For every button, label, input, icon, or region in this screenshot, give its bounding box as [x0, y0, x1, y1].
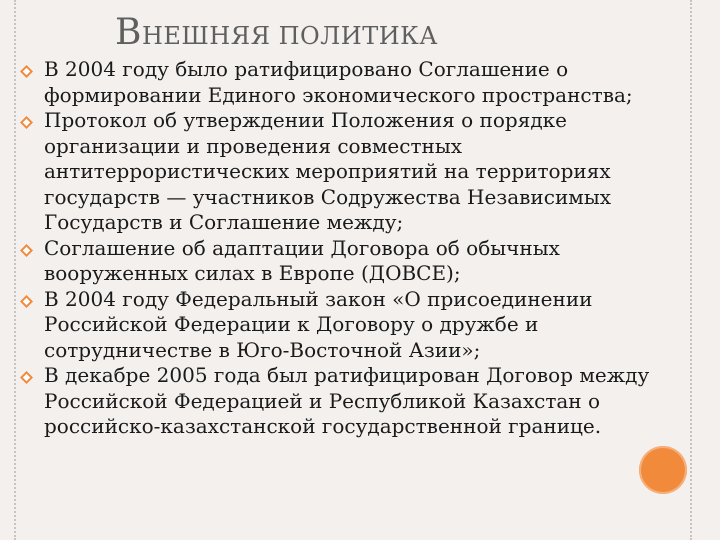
orange-diamond-icon — [20, 295, 33, 308]
list-item — [20, 287, 675, 364]
list-item — [20, 363, 675, 440]
orange-circle-decoration — [639, 446, 687, 494]
title-first-letter: В — [115, 12, 142, 53]
right-dotted-border — [690, 0, 692, 540]
list-item — [20, 57, 675, 108]
list-item-text: В декабре 2005 года был ратифицирован Договор между Российской Федерацией и Республикой Казахстан о российско-казахстанской государственной границе. — [44, 363, 650, 438]
list-item-text: В 2004 году было ратифицировано Соглашение о формировании Единого экономического пространства; — [44, 57, 633, 107]
left-dotted-border — [14, 0, 16, 540]
list-item-text: Протокол об утверждении Положения о порядке организации и проведения совместных антитеррористических мероприятий на территориях государств — участников Содружества Независимых Государств и Соглашение между; — [44, 108, 612, 234]
list-item-text: В 2004 году Федеральный закон «О присоединении Российской Федерации к Договору о дружбе и сотрудничестве в Юго-Восточной Азии»; — [44, 286, 593, 362]
list-item — [20, 236, 675, 287]
orange-diamond-icon — [20, 371, 33, 384]
orange-diamond-icon — [20, 65, 33, 78]
list-item-text: Соглашение об адаптации Договора об обычных вооруженных силах в Европе (ДОВСЕ); — [44, 235, 560, 285]
orange-diamond-icon — [20, 116, 33, 129]
slide-title — [115, 12, 438, 53]
orange-diamond-icon — [20, 244, 33, 257]
title-rest: НЕШНЯЯ ПОЛИТИКА — [141, 22, 438, 50]
list-item — [20, 108, 675, 236]
bullet-list — [20, 57, 675, 440]
